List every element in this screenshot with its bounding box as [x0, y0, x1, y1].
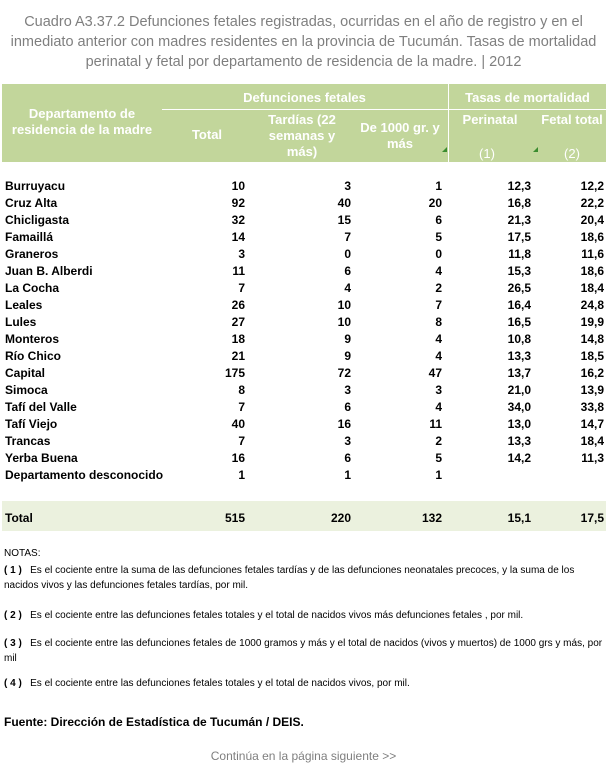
cell-total: 3 — [238, 247, 245, 261]
comment-marker-icon — [442, 147, 447, 152]
table-row — [2, 246, 606, 263]
total-de1000: 132 — [421, 511, 442, 525]
cell-total: 8 — [238, 383, 245, 397]
note-2-label: ( 2 ) — [4, 610, 22, 621]
table-row — [2, 467, 606, 484]
cell-de1000: 1 — [435, 468, 442, 482]
total-perinatal: 15,1 — [507, 511, 531, 525]
cell-name: Monteros — [5, 332, 59, 346]
cell-perinatal: 13,3 — [507, 349, 531, 363]
cell-name: Chicligasta — [5, 213, 70, 227]
cell-fetal: 33,8 — [580, 400, 604, 414]
cell-total: 27 — [231, 315, 245, 329]
table-row — [2, 416, 606, 433]
cell-de1000: 3 — [435, 383, 442, 397]
cell-name: Trancas — [5, 434, 51, 448]
cell-fetal: 16,2 — [580, 366, 604, 380]
cell-name: Tafí del Valle — [5, 400, 77, 414]
table-row — [2, 450, 606, 467]
cell-total: 21 — [231, 349, 245, 363]
cell-name: Capital — [5, 366, 46, 380]
cell-total: 7 — [238, 281, 245, 295]
cell-name: La Cocha — [5, 281, 60, 295]
table-row — [2, 331, 606, 348]
note-1-label: ( 1 ) — [4, 565, 22, 576]
cell-total: 7 — [238, 400, 245, 414]
cell-fetal: 14,8 — [580, 332, 604, 346]
cell-tardias: 3 — [344, 434, 351, 448]
cell-perinatal: 13,3 — [507, 434, 531, 448]
cell-perinatal: 15,3 — [507, 264, 531, 278]
cell-tardias: 10 — [337, 315, 351, 329]
note-1 — [4, 563, 604, 593]
cell-perinatal: 21,0 — [507, 383, 531, 397]
cell-perinatal: 13,7 — [507, 366, 531, 380]
header-total: Total — [191, 127, 223, 142]
cell-tardias: 3 — [344, 179, 351, 193]
cell-total: 26 — [231, 298, 245, 312]
cell-de1000: 2 — [435, 434, 442, 448]
table-row — [2, 399, 606, 416]
note-3-text: Es el cociente entre las defunciones fetales de 1000 gramos y más y el total de nacidos (vivos y muertos) de 1000 grs y más, por mil — [4, 638, 603, 664]
header-tardias: Tardías (22 semanas y más) — [268, 112, 336, 159]
cell-name: Lules — [5, 315, 37, 329]
note-4 — [4, 676, 604, 691]
cell-tardias: 16 — [337, 417, 351, 431]
cell-name: Río Chico — [5, 349, 61, 363]
cell-tardias: 6 — [344, 451, 351, 465]
cell-name: Tafí Viejo — [5, 417, 58, 431]
cell-name: Famaillá — [5, 230, 54, 244]
total-fetal: 17,5 — [580, 511, 604, 525]
header-departamento: Departamento de residencia de la madre — [11, 106, 153, 137]
cell-perinatal: 16,4 — [507, 298, 531, 312]
note-2 — [4, 608, 604, 623]
cell-de1000: 4 — [435, 400, 442, 414]
cell-name: Juan B. Alberdi — [5, 264, 93, 278]
cell-tardias: 72 — [337, 366, 351, 380]
cell-name: Departamento desconocido — [5, 468, 164, 482]
note-1-text: Es el cociente entre la suma de las defunciones fetales tardías y de las defunciones neonatales precoces, y la suma de los nacidos vivos y las defunciones fetales tardías, por mil. — [4, 565, 575, 591]
cell-tardias: 9 — [344, 349, 351, 363]
cell-de1000: 20 — [428, 196, 442, 210]
cell-tardias: 1 — [344, 468, 351, 482]
note-4-label: ( 4 ) — [4, 678, 22, 689]
table-row — [2, 365, 606, 382]
table-row — [2, 178, 606, 195]
table-row — [2, 195, 606, 212]
table-row — [2, 297, 606, 314]
table-row — [2, 314, 606, 331]
note-3-label: ( 3 ) — [4, 638, 22, 649]
cell-perinatal: 14,2 — [507, 451, 531, 465]
cell-de1000: 8 — [435, 315, 442, 329]
cell-tardias: 7 — [344, 230, 351, 244]
cell-de1000: 11 — [429, 417, 442, 431]
cell-name: Leales — [5, 298, 43, 312]
cell-perinatal: 26,5 — [507, 281, 531, 295]
cell-fetal: 11,6 — [581, 247, 604, 261]
note-3 — [4, 636, 604, 666]
cell-de1000: 6 — [435, 213, 442, 227]
cell-de1000: 4 — [435, 332, 442, 346]
cell-fetal: 18,4 — [580, 281, 604, 295]
cell-perinatal: 16,8 — [507, 196, 531, 210]
header-perinatal: Perinatal — [462, 112, 518, 127]
cell-de1000: 2 — [435, 281, 442, 295]
cell-fetal: 18,6 — [580, 264, 604, 278]
header-divider — [162, 109, 606, 110]
cell-fetal: 13,9 — [580, 383, 604, 397]
cell-total: 10 — [231, 179, 245, 193]
table-row — [2, 229, 606, 246]
cell-name: Burruyacu — [5, 179, 66, 193]
header-perinatal-note: (1) — [479, 146, 495, 161]
cell-fetal: 24,8 — [580, 298, 604, 312]
header-fetal-total: Fetal total — [541, 112, 603, 127]
continue-link[interactable]: Continúa en la página siguiente >> — [210, 749, 397, 763]
cell-fetal: 14,7 — [580, 417, 604, 431]
cell-total: 18 — [231, 332, 245, 346]
cell-de1000: 5 — [435, 451, 442, 465]
cell-tardias: 9 — [344, 332, 351, 346]
table-row — [2, 348, 606, 365]
cell-tardias: 4 — [344, 281, 351, 295]
cell-fetal: 18,5 — [580, 349, 604, 363]
cell-de1000: 4 — [435, 349, 442, 363]
cell-tardias: 0 — [344, 247, 351, 261]
table-row — [2, 382, 606, 399]
header-fetal-total-note: (2) — [564, 146, 580, 161]
cell-tardias: 40 — [337, 196, 351, 210]
cell-total: 175 — [224, 366, 245, 380]
cell-fetal: 20,4 — [580, 213, 604, 227]
cell-total: 1 — [238, 468, 245, 482]
cell-name: Yerba Buena — [5, 451, 78, 465]
cell-name: Simoca — [5, 383, 48, 397]
cell-total: 16 — [231, 451, 245, 465]
notes-heading: NOTAS: — [4, 548, 41, 559]
comment-marker-icon — [533, 147, 538, 152]
table-row — [2, 212, 606, 229]
cell-total: 32 — [231, 213, 245, 227]
cell-fetal: 19,9 — [580, 315, 604, 329]
cell-perinatal: 10,8 — [507, 332, 531, 346]
cell-fetal: 12,2 — [580, 179, 604, 193]
cell-tardias: 6 — [344, 400, 351, 414]
cell-total: 7 — [238, 434, 245, 448]
total-total: 515 — [224, 511, 245, 525]
cell-total: 92 — [231, 196, 245, 210]
cell-fetal: 22,2 — [580, 196, 604, 210]
cell-tardias: 15 — [337, 213, 351, 227]
cell-total: 11 — [232, 264, 245, 278]
cell-fetal: 18,6 — [580, 230, 604, 244]
cell-perinatal: 12,3 — [507, 179, 531, 193]
note-2-text: Es el cociente entre las defunciones fetales totales y el total de nacidos vivos más defunciones fetales , por mil. — [30, 610, 524, 621]
cell-tardias: 10 — [337, 298, 351, 312]
note-4-text: Es el cociente entre las defunciones fetales totales y el total de nacidos vivos, por mil. — [30, 678, 410, 689]
table-row — [2, 433, 606, 450]
header-de-1000: De 1000 gr. y más — [360, 120, 440, 151]
header-tasas: Tasas de mortalidad — [465, 90, 590, 105]
cell-fetal: 18,4 — [580, 434, 604, 448]
cell-name: Graneros — [5, 247, 59, 261]
total-tardias: 220 — [330, 511, 351, 525]
cell-de1000: 47 — [428, 366, 442, 380]
table-row — [2, 263, 606, 280]
cell-perinatal: 13,0 — [507, 417, 531, 431]
header-vdivider — [448, 84, 449, 162]
cell-de1000: 7 — [435, 298, 442, 312]
cell-total: 14 — [231, 230, 245, 244]
source-text: Fuente: Dirección de Estadística de Tucumán / DEIS. — [4, 715, 304, 729]
cell-perinatal: 11,8 — [508, 247, 531, 261]
total-label: Total — [5, 511, 33, 525]
table-row — [2, 280, 606, 297]
cell-perinatal: 17,5 — [507, 230, 531, 244]
cell-perinatal: 34,0 — [507, 400, 531, 414]
cell-fetal: 11,3 — [581, 451, 604, 465]
cell-de1000: 4 — [435, 264, 442, 278]
cell-total: 40 — [231, 417, 245, 431]
cell-perinatal: 21,3 — [507, 213, 531, 227]
cell-de1000: 1 — [435, 179, 442, 193]
cell-name: Cruz Alta — [5, 196, 58, 210]
header-defunciones-fetales: Defunciones fetales — [243, 90, 366, 105]
table-header — [2, 84, 606, 162]
cell-tardias: 3 — [344, 383, 351, 397]
cell-de1000: 5 — [435, 230, 442, 244]
cell-tardias: 6 — [344, 264, 351, 278]
cell-de1000: 0 — [435, 247, 442, 261]
cell-perinatal: 16,5 — [507, 315, 531, 329]
table-row-total — [2, 510, 606, 527]
table-title: Cuadro A3.37.2 Defunciones fetales registradas, ocurridas en el año de registro y en el inmediato anterior con madres residentes en la provincia de Tucumán. Tasas de mortalidad perinatal y fetal por departamento de residencia de la madre. | 2012 — [10, 14, 597, 70]
